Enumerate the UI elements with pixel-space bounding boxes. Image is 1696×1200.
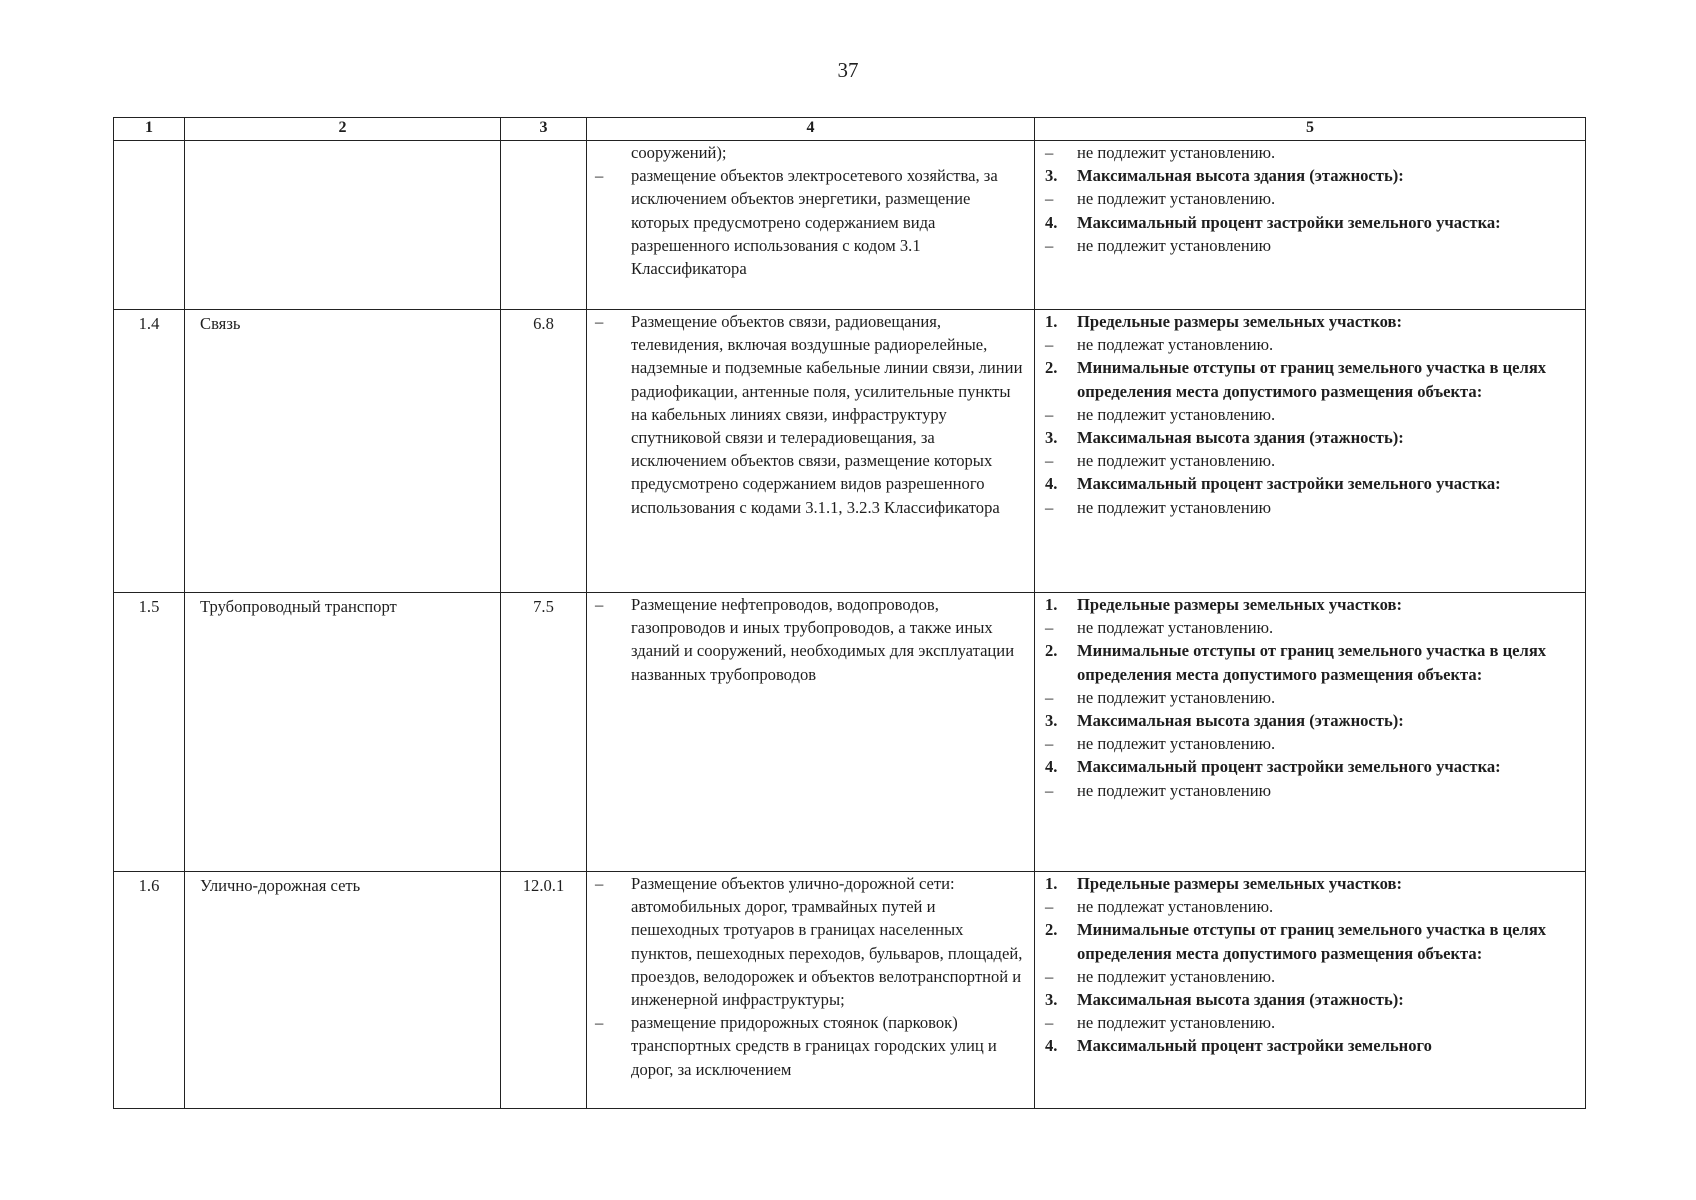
parameter-text: Минимальные отступы от границ земельного участка в целях определения места допустимого размещения объекта:: [1077, 641, 1547, 684]
classifier-code-cell: [501, 141, 587, 310]
parameters-cell: [1035, 310, 1586, 593]
parameter-text: Предельные размеры земельных участков:: [1077, 595, 1403, 614]
parameter-text: Минимальные отступы от границ земельного участка в целях определения места допустимого размещения объекта:: [1077, 358, 1547, 401]
parameter-text: Максимальный процент застройки земельного участка:: [1077, 474, 1501, 494]
table-row: [114, 141, 1586, 310]
use-name-cell: Связь: [185, 310, 501, 593]
item-marker: 1.: [1045, 312, 1058, 331]
classifier-code-cell: 7.5: [501, 593, 587, 872]
use-name-cell: Трубопроводный транспорт: [185, 593, 501, 872]
parameters-cell: [1035, 872, 1586, 1109]
use-name-cell: [185, 141, 501, 310]
parameter-text: не подлежит установлению.: [1077, 143, 1276, 162]
parameter-text: Максимальный процент застройки земельного: [1077, 1036, 1432, 1056]
parameter-heading: [1045, 310, 1579, 333]
description-text: Размещение объектов связи, радиовещания, телевидения, включая воздушные радиорелейные, надземные и подземные кабельные линии связи, линии радиофикации, антенные поля, усилительные пункты на кабельных линиях связи, инфраструктуру спутниковой связи и телерадиовещания, за исключением объектов связи, размещение которых предусмотрено содержанием видов разрешенного использования с кодами 3.1.1, 3.2.3 Классификатора: [631, 312, 1023, 517]
parameter-value: [1045, 895, 1579, 918]
description-item: [595, 310, 1028, 519]
description-cell: [587, 593, 1035, 872]
parameter-heading: [1045, 426, 1579, 449]
item-marker: 2.: [1045, 641, 1058, 661]
item-marker: 1.: [1045, 595, 1058, 614]
row-number-cell: [114, 141, 185, 310]
item-marker: –: [1045, 966, 1054, 986]
dash-marker: –: [595, 874, 604, 893]
item-marker: 2.: [1045, 358, 1058, 378]
parameter-text: не подлежит установлению.: [1077, 1013, 1276, 1033]
parameter-heading: [1045, 872, 1579, 895]
item-marker: –: [1045, 1013, 1054, 1033]
dash-marker: –: [595, 1013, 604, 1033]
parameter-value: [1045, 686, 1579, 709]
parameter-text: Максимальная высота здания (этажность):: [1077, 990, 1404, 1010]
description-text: сооружений);: [631, 143, 727, 162]
item-marker: 4.: [1045, 1036, 1058, 1056]
description-text: размещение объектов электросетевого хозяйства, за исключением объектов энергетики, размещение которых предусмотрено содержанием вида разрешенного использования с кодом 3.1 Классификатора: [631, 166, 998, 279]
dash-marker: –: [595, 312, 604, 331]
parameter-value: [1045, 732, 1579, 755]
item-marker: –: [1045, 780, 1054, 800]
description-item: [595, 141, 1028, 164]
description-text: размещение придорожных стоянок (парковок) транспортных средств в границах городских улиц и дорог, за исключением: [631, 1013, 997, 1079]
description-cell: [587, 872, 1035, 1109]
item-marker: 2.: [1045, 920, 1058, 940]
item-marker: –: [1045, 451, 1054, 471]
dash-marker: [595, 141, 631, 164]
parameters-cell: [1035, 141, 1586, 310]
parameter-heading: [1045, 988, 1579, 1011]
parameter-text: не подлежит установлению.: [1077, 189, 1276, 209]
description-cell: [587, 310, 1035, 593]
parameter-value: [1045, 403, 1579, 426]
classifier-code-cell: 6.8: [501, 310, 587, 593]
row-number-cell: 1.5: [114, 593, 185, 872]
parameter-text: не подлежит установлению: [1077, 235, 1272, 255]
item-marker: 4.: [1045, 757, 1058, 777]
item-marker: –: [1045, 404, 1054, 424]
item-marker: 1.: [1045, 874, 1058, 893]
item-marker: –: [1045, 618, 1054, 638]
parameter-heading: [1045, 755, 1579, 778]
parameter-text: Минимальные отступы от границ земельного участка в целях определения места допустимого размещения объекта:: [1077, 920, 1547, 963]
item-marker: –: [1045, 235, 1054, 255]
parameter-text: не подлежит установлению.: [1077, 404, 1276, 424]
row-number-cell: 1.4: [114, 310, 185, 593]
parameter-heading: [1045, 918, 1579, 964]
parameter-text: не подлежит установлению.: [1077, 687, 1276, 707]
parameter-text: не подлежат установлению.: [1077, 897, 1274, 917]
parameter-heading: [1045, 593, 1579, 616]
item-marker: –: [1045, 734, 1054, 754]
description-cell: [587, 141, 1035, 310]
parameter-value: [1045, 141, 1579, 164]
column-header: 1: [114, 118, 185, 141]
parameter-text: Предельные размеры земельных участков:: [1077, 312, 1403, 331]
parameter-value: [1045, 496, 1579, 519]
dash-marker: –: [595, 166, 604, 186]
description-item: [595, 164, 1028, 280]
parameter-text: не подлежат установлению.: [1077, 618, 1274, 638]
parameter-text: Максимальная высота здания (этажность):: [1077, 428, 1404, 448]
item-marker: –: [1045, 189, 1054, 209]
parameter-text: не подлежит установлению.: [1077, 966, 1276, 986]
item-marker: 3.: [1045, 711, 1058, 731]
column-header: 5: [1035, 118, 1586, 141]
parameter-text: не подлежит установлению.: [1077, 734, 1276, 754]
item-marker: –: [1045, 335, 1054, 355]
description-text: Размещение нефтепроводов, водопроводов, газопроводов и иных трубопроводов, а также иных зданий и сооружений, необходимых для эксплуатации названных трубопроводов: [631, 595, 1015, 684]
description-item: [595, 593, 1028, 686]
parameter-text: Предельные размеры земельных участков:: [1077, 874, 1403, 893]
parameter-heading: [1045, 164, 1579, 187]
parameter-heading: [1045, 639, 1579, 685]
item-marker: –: [1045, 143, 1054, 162]
parameter-text: Максимальная высота здания (этажность):: [1077, 711, 1404, 731]
column-header: 2: [185, 118, 501, 141]
parameter-text: не подлежит установлению.: [1077, 451, 1276, 471]
parameter-heading: [1045, 709, 1579, 732]
item-marker: –: [1045, 687, 1054, 707]
parameter-value: [1045, 779, 1579, 802]
parameter-text: не подлежат установлению.: [1077, 335, 1274, 355]
column-header: 3: [501, 118, 587, 141]
table-row: [114, 593, 1586, 872]
table-header-row: [114, 118, 1586, 141]
parameter-text: не подлежит установлению: [1077, 497, 1272, 517]
item-marker: 4.: [1045, 474, 1058, 494]
table-row: [114, 310, 1586, 593]
row-number-cell: 1.6: [114, 872, 185, 1109]
classifier-code-cell: 12.0.1: [501, 872, 587, 1109]
description-item: [595, 1011, 1028, 1081]
page-number: 37: [837, 58, 859, 82]
parameter-value: [1045, 333, 1579, 356]
item-marker: –: [1045, 497, 1054, 517]
parameter-value: [1045, 187, 1579, 210]
parameter-text: не подлежит установлению: [1077, 780, 1272, 800]
regulations-table: [113, 117, 1586, 1109]
item-marker: 3.: [1045, 166, 1058, 186]
parameter-value: [1045, 449, 1579, 472]
table-row: [114, 872, 1586, 1109]
column-header: 4: [587, 118, 1035, 141]
item-marker: 4.: [1045, 212, 1058, 232]
description-item: [595, 872, 1028, 1011]
description-text: Размещение объектов улично-дорожной сети: автомобильных дорог, трамвайных путей и пешеходных тротуаров в границах населенных пунктов, пешеходных переходов, бульваров, площадей, проездов, велодорожек и объектов велотранспортной и инженерной инфраструктуры;: [631, 874, 1023, 1010]
parameter-value: [1045, 965, 1579, 988]
item-marker: 3.: [1045, 990, 1058, 1010]
use-name-cell: Улично-дорожная сеть: [185, 872, 501, 1109]
parameter-heading: [1045, 211, 1579, 234]
dash-marker: –: [595, 595, 604, 614]
parameters-cell: [1035, 593, 1586, 872]
item-marker: 3.: [1045, 428, 1058, 448]
parameter-text: Максимальный процент застройки земельного участка:: [1077, 212, 1501, 232]
parameter-heading: [1045, 356, 1579, 402]
parameter-value: [1045, 1011, 1579, 1034]
parameter-value: [1045, 616, 1579, 639]
parameter-value: [1045, 234, 1579, 257]
item-marker: –: [1045, 897, 1054, 917]
parameter-heading: [1045, 472, 1579, 495]
parameter-heading: [1045, 1034, 1579, 1057]
parameter-text: Максимальный процент застройки земельного участка:: [1077, 757, 1501, 777]
parameter-text: Максимальная высота здания (этажность):: [1077, 166, 1404, 186]
